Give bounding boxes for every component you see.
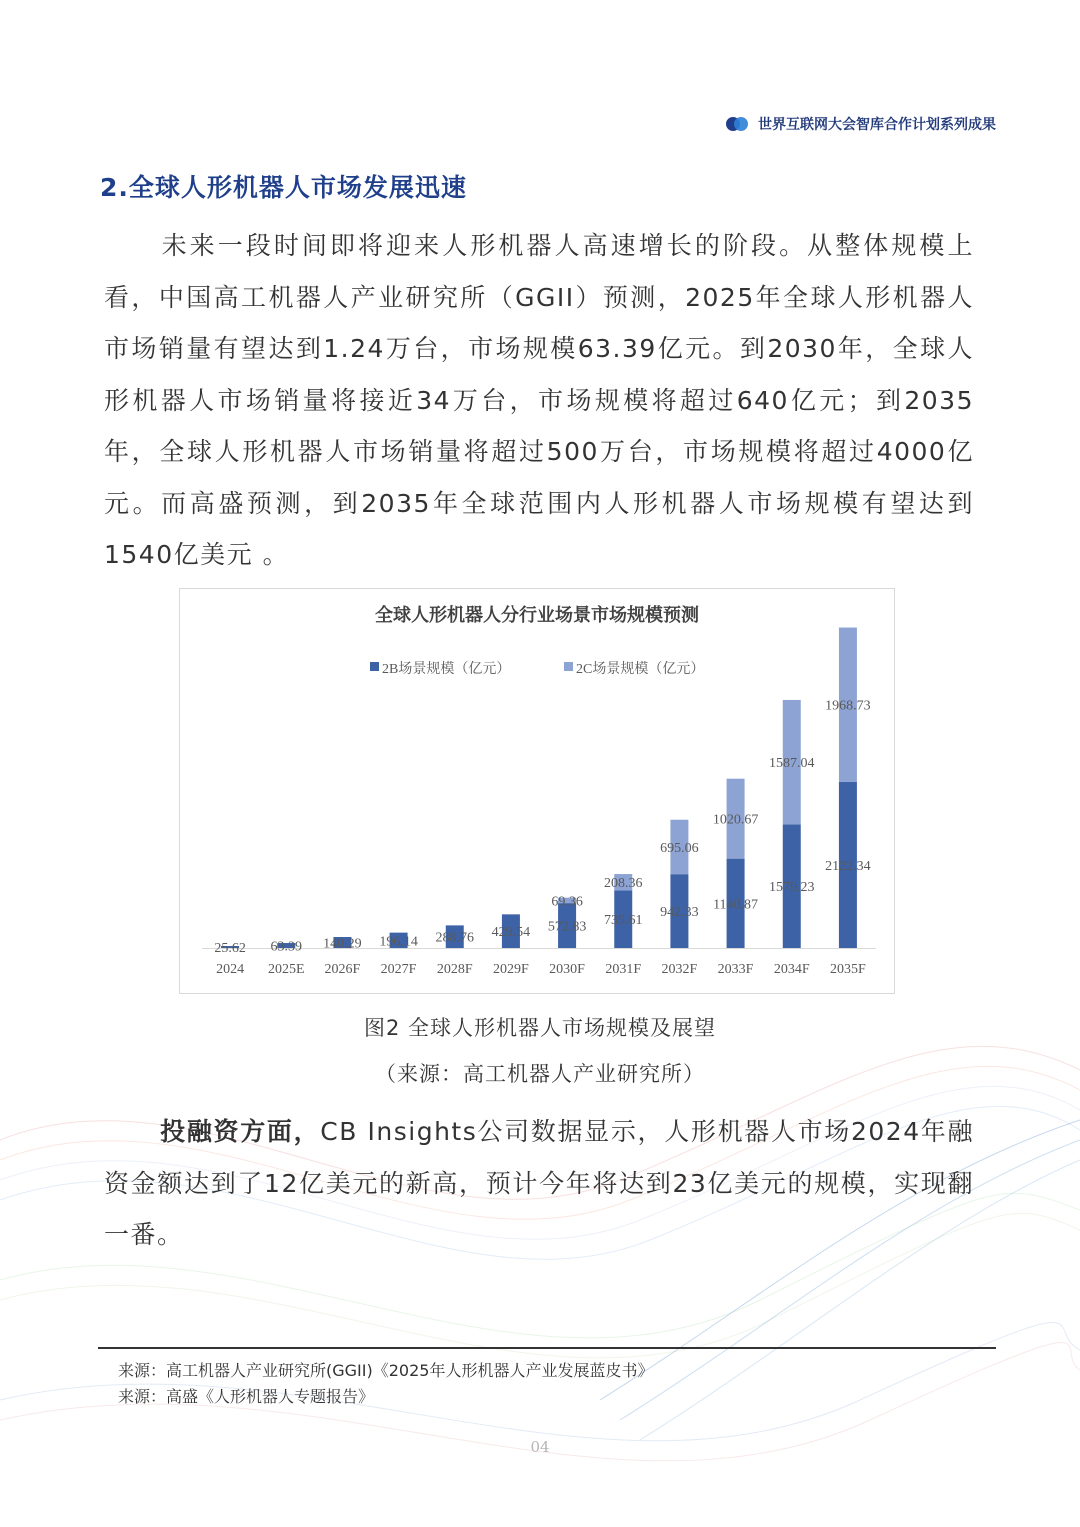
body-paragraph-market <box>104 220 974 581</box>
x-tick-label-2035F: 2035F <box>830 962 866 977</box>
data-label-2b-2029F: 429.54 <box>491 925 531 941</box>
financing-text: CB Insights公司数据显示，人形机器人市场2024年融资金额达到了12亿美元的新高，预计今年将达到23亿美元的规模，实现翻一番。 <box>104 1117 974 1249</box>
data-label-2c-2034F: 1587.04 <box>769 756 815 772</box>
series-title: 世界互联网大会智库合作计划系列成果 <box>758 117 996 133</box>
footnote-1: 来源：高工机器人产业研究所(GGII)《2025年人形机器人产业发展蓝皮书》 <box>118 1361 654 1380</box>
data-label-2b-2034F: 1579.23 <box>769 880 815 896</box>
x-tick-label-2029F: 2029F <box>493 962 529 977</box>
legend-swatch-1 <box>370 662 379 671</box>
chart-title: 全球人形机器人分行业场景市场规模预测 <box>375 605 699 625</box>
data-label-2c-2032F: 695.06 <box>660 840 699 856</box>
x-tick-label-2034F: 2034F <box>773 962 810 977</box>
market-size-chart <box>179 588 895 994</box>
figure-source: （来源：高工机器人产业研究所） <box>375 1062 705 1086</box>
data-label-2b-2030F: 572.83 <box>547 919 587 935</box>
body-paragraph-market-text: 未来一段时间即将迎来人形机器人高速增长的阶段。从整体规模上看，中国高工机器人产业研究所（GGII）预测，2025年全球人形机器人市场销量有望达到1.24万台，市场规模63.39亿元。到2030年，全球人形机器人市场销量将接近34万台，市场规模将超过640亿元；到2035年，全球人形机器人市场销量将超过500万台，市场规模将超过4000亿元。而高盛预测，到2035年全球范围内人形机器人市场规模有望达到1540亿美元 。 <box>104 231 974 569</box>
series-logo-icon <box>726 117 748 131</box>
data-label-2c-2031F: 208.36 <box>604 876 643 892</box>
body-paragraph-financing <box>104 1106 974 1261</box>
x-tick-label-2026F: 2026F <box>324 962 361 977</box>
footnote-divider <box>98 1347 996 1349</box>
data-label-2b-2024: 25.62 <box>214 940 246 956</box>
legend-swatch-2 <box>564 662 573 671</box>
legend-label-1: 2B场景规模（亿元） <box>382 662 511 677</box>
data-label-2b-2028F: 288.76 <box>435 930 474 946</box>
data-label-2c-2030F: 69.36 <box>551 894 583 910</box>
x-tick-label-2033F: 2033F <box>717 962 754 977</box>
footnote-2: 来源：高盛《人形机器人专题报告》 <box>118 1387 375 1406</box>
legend-label-2: 2C场景规模（亿元） <box>576 662 705 677</box>
data-label-2c-2033F: 1020.67 <box>712 812 759 828</box>
x-tick-label-2027F: 2027F <box>380 962 417 977</box>
x-tick-label-2031F: 2031F <box>605 962 642 977</box>
data-label-2b-2026F: 140.29 <box>323 936 362 952</box>
x-tick-label-2028F: 2028F <box>436 962 473 977</box>
x-tick-label-2025E: 2025E <box>267 962 305 977</box>
x-tick-label-2032F: 2032F <box>661 962 698 977</box>
data-label-2b-2032F: 942.33 <box>660 905 699 921</box>
market-size-chart-svg <box>180 589 894 993</box>
section-heading: 2.全球人形机器人市场发展迅速 <box>100 173 467 202</box>
data-label-2b-2027F: 196.14 <box>379 934 418 950</box>
data-label-2c-2035F: 1968.73 <box>825 698 871 714</box>
data-label-2b-2035F: 2122.34 <box>825 858 871 874</box>
x-tick-label-2030F: 2030F <box>549 962 585 977</box>
report-series-header <box>726 114 996 134</box>
x-tick-label-2024: 2024 <box>216 962 245 977</box>
financing-lead: 投融资方面， <box>160 1117 321 1146</box>
data-label-2b-2031F: 735.61 <box>604 913 643 929</box>
page-number: 04 <box>530 1438 550 1456</box>
data-label-2b-2033F: 1140.87 <box>713 897 759 913</box>
data-label-2b-2025E: 63.39 <box>270 939 302 955</box>
figure-caption: 图2 全球人形机器人市场规模及展望 <box>363 1016 717 1040</box>
